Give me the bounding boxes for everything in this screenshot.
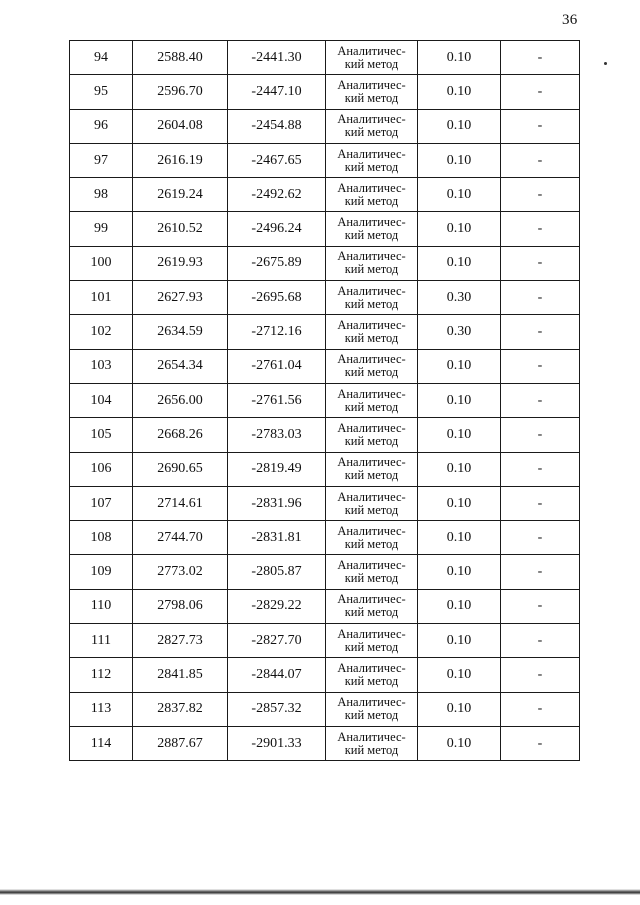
table-row [70, 212, 580, 246]
table-row [70, 246, 580, 280]
point-number-cell: 109 [70, 555, 133, 589]
point-number-cell: 106 [70, 452, 133, 486]
page-number: 36 [562, 12, 578, 28]
method-cell [326, 692, 418, 726]
x-coordinate-cell: 2656.00 [133, 383, 228, 417]
error-cell: 0.10 [418, 692, 501, 726]
y-coordinate-cell: -2805.87 [228, 555, 326, 589]
dash-cell: - [501, 418, 580, 452]
method-line-1: Аналитичес- [337, 283, 406, 298]
table-row [70, 624, 580, 658]
method-cell [326, 143, 418, 177]
point-number-cell: 114 [70, 726, 133, 760]
method-line-2: кий метод [344, 56, 399, 71]
error-cell: 0.30 [418, 315, 501, 349]
error-cell: 0.10 [418, 349, 501, 383]
method-line-1: Аналитичес- [337, 558, 406, 573]
method-line-2: кий метод [344, 262, 399, 277]
error-cell: 0.10 [418, 452, 501, 486]
method-cell [326, 178, 418, 212]
dash-cell: - [501, 178, 580, 212]
table-row [70, 521, 580, 555]
point-number-cell: 112 [70, 658, 133, 692]
table-row [70, 109, 580, 143]
method-line-2: кий метод [344, 742, 399, 757]
error-cell: 0.10 [418, 486, 501, 520]
method-line-2: кий метод [344, 433, 399, 448]
y-coordinate-cell: -2496.24 [228, 212, 326, 246]
y-coordinate-cell: -2857.32 [228, 692, 326, 726]
method-cell [326, 41, 418, 75]
error-cell: 0.10 [418, 41, 501, 75]
dash-cell: - [501, 452, 580, 486]
error-cell: 0.10 [418, 418, 501, 452]
y-coordinate-cell: -2675.89 [228, 246, 326, 280]
table-row [70, 281, 580, 315]
method-line-2: кий метод [344, 296, 399, 311]
method-line-1: Аналитичес- [337, 660, 406, 675]
method-line-2: кий метод [344, 571, 399, 586]
x-coordinate-cell: 2798.06 [133, 589, 228, 623]
dash-cell: - [501, 589, 580, 623]
method-line-2: кий метод [344, 708, 399, 723]
y-coordinate-cell: -2761.56 [228, 383, 326, 417]
dash-cell: - [501, 658, 580, 692]
x-coordinate-cell: 2588.40 [133, 41, 228, 75]
point-number-cell: 99 [70, 212, 133, 246]
dash-cell: - [501, 143, 580, 177]
point-number-cell: 111 [70, 624, 133, 658]
error-cell: 0.10 [418, 589, 501, 623]
y-coordinate-cell: -2783.03 [228, 418, 326, 452]
table-row [70, 589, 580, 623]
error-cell: 0.10 [418, 109, 501, 143]
x-coordinate-cell: 2668.26 [133, 418, 228, 452]
method-line-2: кий метод [344, 639, 399, 654]
method-line-1: Аналитичес- [337, 420, 406, 435]
method-cell [326, 281, 418, 315]
y-coordinate-cell: -2819.49 [228, 452, 326, 486]
point-number-cell: 94 [70, 41, 133, 75]
table-row [70, 315, 580, 349]
error-cell: 0.10 [418, 624, 501, 658]
y-coordinate-cell: -2447.10 [228, 75, 326, 109]
dash-cell: - [501, 212, 580, 246]
scan-edge-artifact [0, 889, 640, 895]
method-line-2: кий метод [344, 468, 399, 483]
y-coordinate-cell: -2844.07 [228, 658, 326, 692]
x-coordinate-cell: 2654.34 [133, 349, 228, 383]
x-coordinate-cell: 2837.82 [133, 692, 228, 726]
dash-cell: - [501, 692, 580, 726]
method-line-1: Аналитичес- [337, 455, 406, 470]
coordinates-table-body [70, 41, 580, 761]
method-cell [326, 658, 418, 692]
method-line-2: кий метод [344, 228, 399, 243]
x-coordinate-cell: 2744.70 [133, 521, 228, 555]
method-cell [326, 624, 418, 658]
y-coordinate-cell: -2827.70 [228, 624, 326, 658]
method-cell [326, 726, 418, 760]
method-line-2: кий метод [344, 193, 399, 208]
table-row [70, 41, 580, 75]
error-cell: 0.10 [418, 521, 501, 555]
method-cell [326, 452, 418, 486]
point-number-cell: 96 [70, 109, 133, 143]
method-line-1: Аналитичес- [337, 77, 406, 92]
dash-cell: - [501, 383, 580, 417]
dash-cell: - [501, 624, 580, 658]
point-number-cell: 98 [70, 178, 133, 212]
error-cell: 0.10 [418, 726, 501, 760]
error-cell: 0.10 [418, 555, 501, 589]
x-coordinate-cell: 2690.65 [133, 452, 228, 486]
method-line-1: Аналитичес- [337, 249, 406, 264]
method-line-1: Аналитичес- [337, 626, 406, 641]
method-cell [326, 521, 418, 555]
method-cell [326, 212, 418, 246]
table-row [70, 418, 580, 452]
method-cell [326, 486, 418, 520]
y-coordinate-cell: -2467.65 [228, 143, 326, 177]
table-row [70, 555, 580, 589]
table-row [70, 452, 580, 486]
point-number-cell: 102 [70, 315, 133, 349]
error-cell: 0.10 [418, 246, 501, 280]
method-cell [326, 109, 418, 143]
x-coordinate-cell: 2610.52 [133, 212, 228, 246]
y-coordinate-cell: -2761.04 [228, 349, 326, 383]
method-line-1: Аналитичес- [337, 695, 406, 710]
x-coordinate-cell: 2627.93 [133, 281, 228, 315]
method-line-1: Аналитичес- [337, 215, 406, 230]
y-coordinate-cell: -2454.88 [228, 109, 326, 143]
method-cell [326, 315, 418, 349]
method-line-2: кий метод [344, 399, 399, 414]
error-cell: 0.30 [418, 281, 501, 315]
y-coordinate-cell: -2829.22 [228, 589, 326, 623]
method-cell [326, 349, 418, 383]
x-coordinate-cell: 2619.93 [133, 246, 228, 280]
dash-cell: - [501, 726, 580, 760]
y-coordinate-cell: -2441.30 [228, 41, 326, 75]
point-number-cell: 105 [70, 418, 133, 452]
table-row [70, 143, 580, 177]
table-row [70, 486, 580, 520]
method-cell [326, 383, 418, 417]
x-coordinate-cell: 2841.85 [133, 658, 228, 692]
method-line-1: Аналитичес- [337, 352, 406, 367]
method-line-2: кий метод [344, 536, 399, 551]
method-line-2: кий метод [344, 331, 399, 346]
point-number-cell: 100 [70, 246, 133, 280]
coordinates-table [69, 40, 580, 761]
error-cell: 0.10 [418, 178, 501, 212]
point-number-cell: 113 [70, 692, 133, 726]
dash-cell: - [501, 315, 580, 349]
y-coordinate-cell: -2712.16 [228, 315, 326, 349]
x-coordinate-cell: 2827.73 [133, 624, 228, 658]
error-cell: 0.10 [418, 75, 501, 109]
method-line-1: Аналитичес- [337, 112, 406, 127]
method-line-1: Аналитичес- [337, 729, 406, 744]
dash-cell: - [501, 349, 580, 383]
scan-speck [604, 62, 607, 65]
method-line-1: Аналитичес- [337, 318, 406, 333]
method-cell [326, 555, 418, 589]
method-cell [326, 418, 418, 452]
table-row [70, 726, 580, 760]
dash-cell: - [501, 521, 580, 555]
y-coordinate-cell: -2831.81 [228, 521, 326, 555]
method-cell [326, 75, 418, 109]
method-line-1: Аналитичес- [337, 523, 406, 538]
dash-cell: - [501, 486, 580, 520]
error-cell: 0.10 [418, 143, 501, 177]
y-coordinate-cell: -2492.62 [228, 178, 326, 212]
method-line-2: кий метод [344, 673, 399, 688]
y-coordinate-cell: -2695.68 [228, 281, 326, 315]
dash-cell: - [501, 281, 580, 315]
point-number-cell: 95 [70, 75, 133, 109]
x-coordinate-cell: 2714.61 [133, 486, 228, 520]
y-coordinate-cell: -2831.96 [228, 486, 326, 520]
point-number-cell: 107 [70, 486, 133, 520]
point-number-cell: 108 [70, 521, 133, 555]
point-number-cell: 101 [70, 281, 133, 315]
table-row [70, 692, 580, 726]
x-coordinate-cell: 2887.67 [133, 726, 228, 760]
dash-cell: - [501, 109, 580, 143]
method-line-2: кий метод [344, 502, 399, 517]
point-number-cell: 110 [70, 589, 133, 623]
table-row [70, 178, 580, 212]
error-cell: 0.10 [418, 212, 501, 246]
dash-cell: - [501, 75, 580, 109]
x-coordinate-cell: 2604.08 [133, 109, 228, 143]
x-coordinate-cell: 2596.70 [133, 75, 228, 109]
dash-cell: - [501, 555, 580, 589]
dash-cell: - [501, 41, 580, 75]
method-line-1: Аналитичес- [337, 386, 406, 401]
error-cell: 0.10 [418, 658, 501, 692]
table-row [70, 349, 580, 383]
method-line-1: Аналитичес- [337, 592, 406, 607]
method-line-1: Аналитичес- [337, 180, 406, 195]
method-line-2: кий метод [344, 125, 399, 140]
error-cell: 0.10 [418, 383, 501, 417]
x-coordinate-cell: 2773.02 [133, 555, 228, 589]
point-number-cell: 103 [70, 349, 133, 383]
table-row [70, 75, 580, 109]
x-coordinate-cell: 2616.19 [133, 143, 228, 177]
method-cell [326, 589, 418, 623]
method-line-2: кий метод [344, 159, 399, 174]
y-coordinate-cell: -2901.33 [228, 726, 326, 760]
method-line-1: Аналитичес- [337, 146, 406, 161]
point-number-cell: 97 [70, 143, 133, 177]
table-row [70, 383, 580, 417]
method-line-2: кий метод [344, 605, 399, 620]
table-row [70, 658, 580, 692]
method-line-1: Аналитичес- [337, 43, 406, 58]
x-coordinate-cell: 2619.24 [133, 178, 228, 212]
method-line-1: Аналитичес- [337, 489, 406, 504]
method-line-2: кий метод [344, 365, 399, 380]
x-coordinate-cell: 2634.59 [133, 315, 228, 349]
dash-cell: - [501, 246, 580, 280]
point-number-cell: 104 [70, 383, 133, 417]
method-line-2: кий метод [344, 90, 399, 105]
method-cell [326, 246, 418, 280]
